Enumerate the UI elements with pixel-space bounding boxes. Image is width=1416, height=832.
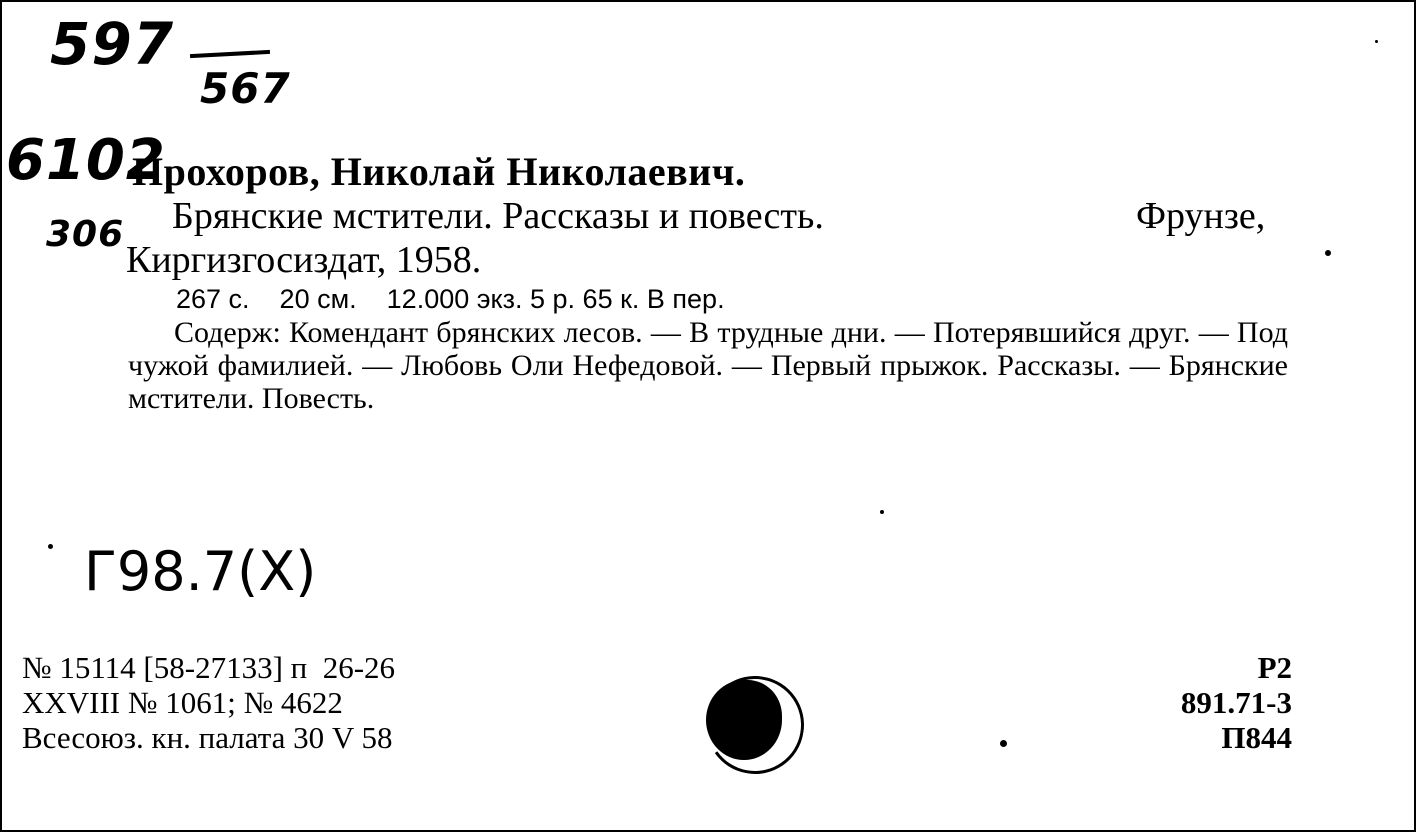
- call-number: Г98.7(Х): [84, 540, 317, 603]
- publisher-year: Киргизгосиздат, 1958.: [126, 239, 482, 281]
- registration-line: XXVIII № 1061; № 4622: [22, 685, 343, 720]
- registration-block: [22, 650, 395, 755]
- publication-place: Фрунзе,: [1136, 195, 1266, 237]
- handwritten-number: 567: [200, 64, 291, 113]
- classification-block: [1181, 650, 1292, 755]
- book-title: Брянские мстители. Рассказы и повесть.: [172, 195, 824, 237]
- speck: [880, 510, 884, 514]
- punch-hole: [706, 680, 782, 760]
- classification-line: 891.71-3: [1180, 685, 1292, 720]
- author-heading: Прохоров, Николай Николаевич.: [132, 149, 746, 194]
- handwritten-number: 306: [46, 214, 125, 255]
- handwritten-number: 6102: [6, 128, 166, 193]
- contents-note: Содерж: Комендант брянских лесов. — В трудные дни. — Потерявшийся друг. — Под чужой фамилией. — Любовь Оли Нефедовой. — Первый прыжок. Рассказы. — Брянские мстители. Повесть.: [128, 316, 1288, 415]
- registration-line: Всесоюз. кн. палата 30 V 58: [22, 720, 393, 755]
- speck: [1325, 250, 1331, 256]
- speck: [1375, 40, 1378, 43]
- speck: [48, 544, 53, 549]
- handwritten-number: 597: [50, 10, 175, 78]
- physical-description: 267 с. 20 см. 12.000 экз. 5 р. 65 к. В пер.: [176, 284, 725, 314]
- classification-line: П844: [1221, 720, 1292, 755]
- registration-line: № 15114 [58-27133] п 26-26: [22, 650, 396, 685]
- speck: [1000, 740, 1007, 747]
- classification-line: Р2: [1257, 650, 1292, 685]
